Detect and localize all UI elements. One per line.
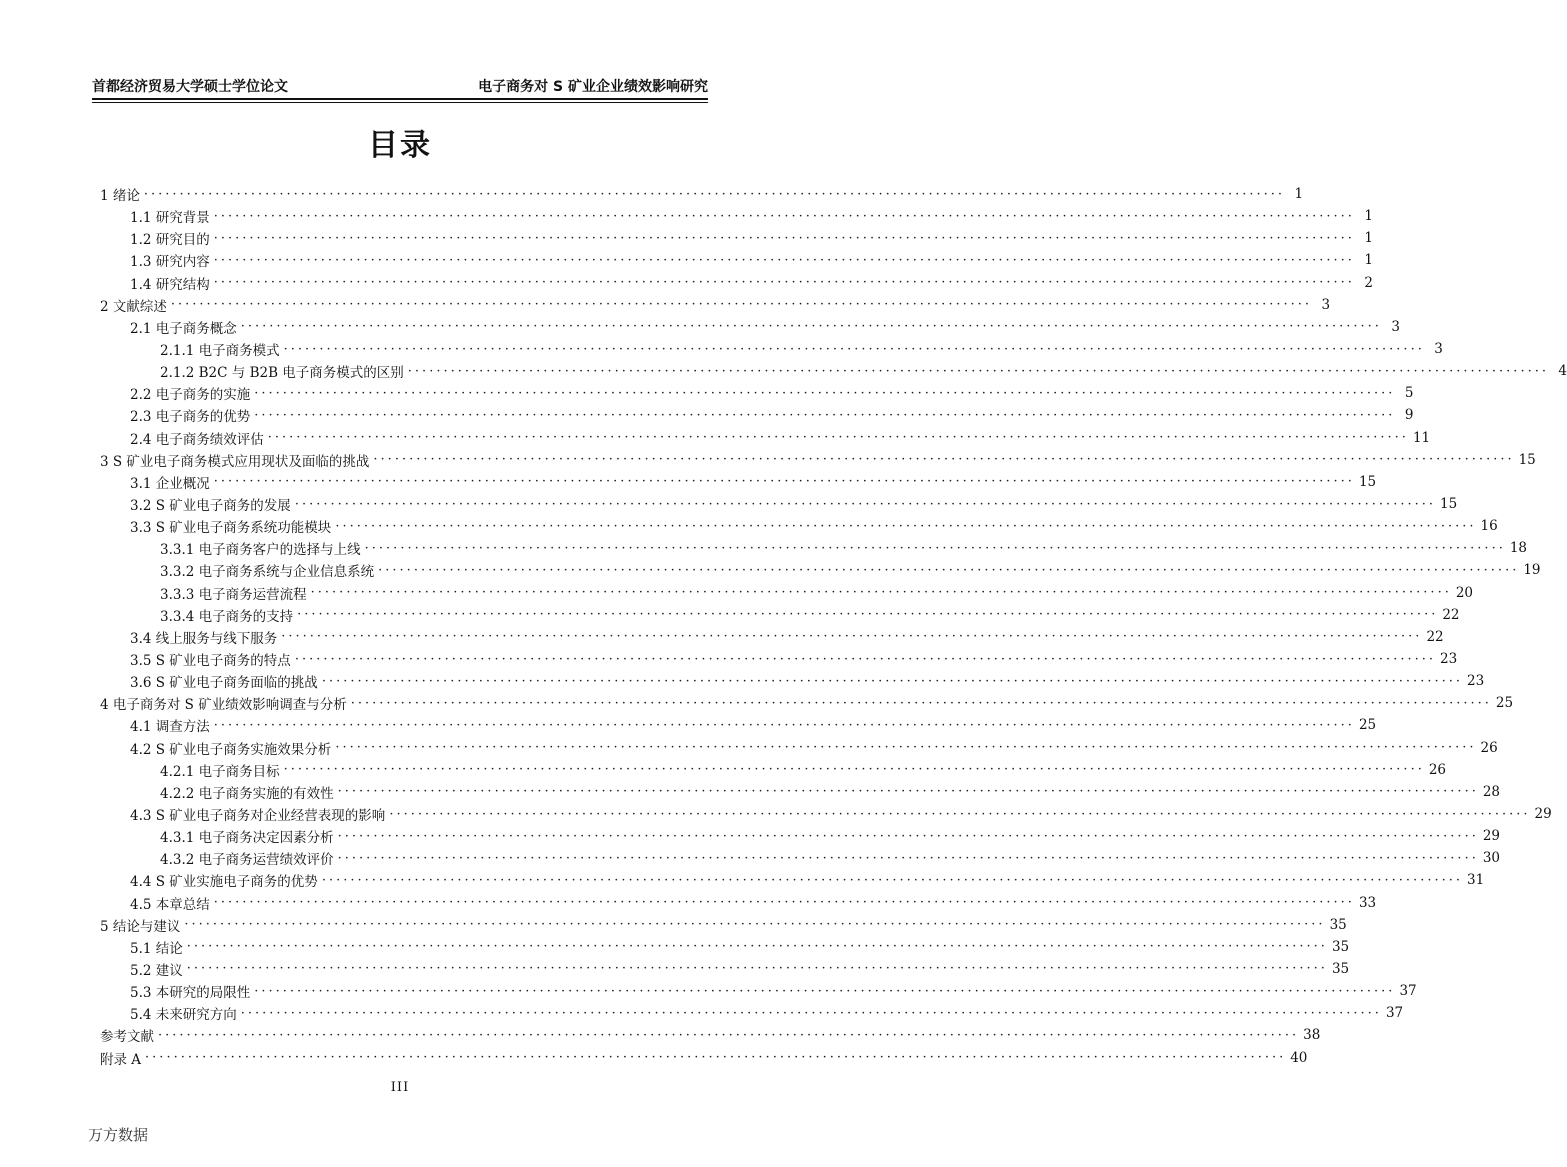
toc-entry-page: 1	[1364, 208, 1373, 225]
toc-entry[interactable]	[100, 781, 1501, 803]
dot-leader: ································································································································································	[321, 872, 1463, 888]
toc-entry[interactable]	[100, 382, 1414, 404]
toc-entry-label: 4.3.1 电子商务决定因素分析	[160, 830, 334, 847]
toc-entry-page: 4	[1558, 363, 1567, 380]
dot-leader: ································································································································································	[254, 385, 1396, 401]
dot-leader: ································································································································································	[283, 762, 1425, 778]
toc-entry-label: 5.2 建议	[130, 962, 183, 979]
toc-entry-label: 3.4 线上服务与线下服务	[130, 630, 278, 647]
dot-leader: ································································································································································	[267, 430, 1409, 446]
dot-leader: ································································································································································	[213, 230, 1355, 246]
toc-entry[interactable]	[100, 980, 1417, 1002]
toc-entry-label: 3.3.1 电子商务客户的选择与上线	[160, 542, 361, 559]
toc-entry[interactable]	[100, 914, 1347, 936]
toc-entry-label: 2.2 电子商务的实施	[130, 387, 251, 404]
toc-entry-page: 20	[1455, 584, 1474, 601]
toc-entry-label: 4.4 S 矿业实施电子商务的优势	[130, 874, 318, 891]
toc-entry-label: 2 文献综述	[100, 298, 167, 315]
dot-leader: ································································································································································	[389, 806, 1531, 822]
toc-entry-page: 5	[1404, 385, 1414, 402]
toc-entry[interactable]	[100, 205, 1373, 227]
dot-leader: ································································································································································	[213, 252, 1355, 268]
toc-entry-page: 22	[1426, 628, 1444, 645]
toc-entry-page: 26	[1428, 761, 1447, 778]
toc-entry-page: 23	[1439, 651, 1458, 668]
toc-entry-label: 5.1 结论	[130, 940, 183, 957]
toc-entry-page: 28	[1482, 783, 1501, 800]
dot-leader: ································································································································································	[321, 673, 1463, 689]
toc-entry[interactable]	[100, 1024, 1321, 1046]
toc-entry-page: 35	[1331, 960, 1350, 977]
toc-entry[interactable]	[100, 803, 1552, 825]
toc-entry-page: 15	[1358, 473, 1377, 490]
toc-entry-page: 1	[1364, 252, 1373, 269]
toc-entry[interactable]	[100, 249, 1373, 271]
toc-entry[interactable]	[100, 825, 1501, 847]
toc-entry-label: 4 电子商务对 S 矿业绩效影响调查与分析	[100, 697, 347, 714]
dot-leader: ································································································································································	[310, 585, 1452, 601]
toc-entry-label: 3.5 S 矿业电子商务的特点	[130, 653, 291, 670]
dot-leader: ································································································································································	[213, 717, 1355, 733]
dot-leader: ································································································································································	[213, 895, 1355, 911]
toc-entry[interactable]	[100, 449, 1536, 471]
toc-entry-page: 25	[1358, 717, 1377, 734]
dot-leader: ································································································································································	[170, 297, 1313, 313]
dot-leader: ································································································································································	[158, 1027, 1300, 1043]
dot-leader: ································································································································································	[213, 474, 1355, 490]
toc-entry-page: 15	[1518, 451, 1536, 468]
dot-leader: ································································································································································	[337, 784, 1479, 800]
toc-entry-label: 4.5 本章总结	[130, 896, 210, 913]
toc-entry[interactable]	[100, 648, 1458, 670]
dot-leader: ································································································································································	[213, 275, 1355, 291]
toc-entry-label: 1.3 研究内容	[130, 254, 210, 271]
toc-entry[interactable]	[100, 272, 1373, 294]
dot-leader: ································································································································································	[407, 363, 1549, 379]
toc-entry[interactable]	[100, 759, 1447, 781]
toc-entry[interactable]	[100, 714, 1377, 736]
toc-entry-label: 3.3.4 电子商务的支持	[160, 608, 294, 625]
toc-entry-label: 1.1 研究背景	[130, 210, 210, 227]
toc-entry-page: 19	[1523, 562, 1541, 579]
dot-leader: ································································································································································	[213, 208, 1355, 224]
dot-leader: ································································································································································	[335, 518, 1477, 534]
toc-entry-page: 3	[1391, 318, 1400, 335]
toc-entry-page: 1	[1294, 186, 1304, 203]
toc-entry-label: 2.1.1 电子商务模式	[160, 343, 280, 360]
toc-entry-label: 3.2 S 矿业电子商务的发展	[130, 498, 291, 515]
toc-entry-label: 3.3.3 电子商务运营流程	[160, 586, 307, 603]
toc-entry-label: 2.1.2 B2C 与 B2B 电子商务模式的区别	[160, 365, 404, 382]
toc-entry-page: 35	[1329, 916, 1347, 933]
toc-entry-page: 22	[1442, 606, 1460, 623]
toc-entry[interactable]	[100, 493, 1458, 515]
toc-entry[interactable]	[100, 869, 1485, 891]
toc-entry-label: 4.3 S 矿业电子商务对企业经营表现的影响	[130, 808, 386, 824]
toc-entry-label: 4.2.1 电子商务目标	[160, 763, 280, 780]
toc-entry-label: 4.1 调查方法	[130, 719, 210, 736]
dot-leader: ································································································································································	[350, 695, 1492, 711]
header-rule-thin	[92, 102, 708, 103]
dot-leader: ································································································································································	[378, 562, 1520, 578]
page-number: III	[390, 1080, 410, 1095]
toc-entry[interactable]	[100, 1046, 1308, 1068]
header-rule	[92, 98, 708, 100]
toc-entry-label: 3.6 S 矿业电子商务面临的挑战	[130, 675, 318, 692]
dot-leader: ································································································································································	[240, 1005, 1382, 1021]
toc-entry-page: 38	[1303, 1027, 1321, 1044]
toc-entry[interactable]	[100, 958, 1350, 980]
dot-leader: ································································································································································	[184, 917, 1326, 933]
toc-entry-page: 33	[1358, 894, 1377, 911]
toc-entry-page: 31	[1466, 872, 1485, 889]
dot-leader: ································································································································································	[297, 607, 1439, 623]
toc-entry-page: 11	[1412, 429, 1431, 446]
toc-entry-page: 40	[1290, 1049, 1308, 1066]
toc-entry-label: 2.4 电子商务绩效评估	[130, 431, 264, 448]
toc-entry[interactable]	[100, 692, 1514, 714]
toc-entry-page: 29	[1482, 828, 1501, 845]
toc-entry[interactable]	[100, 427, 1431, 449]
toc-entry[interactable]	[100, 471, 1377, 493]
toc-entry-label: 4.2 S 矿业电子商务实施效果分析	[130, 741, 332, 758]
toc-entry-page: 3	[1434, 341, 1443, 358]
table-of-contents	[100, 183, 1567, 1069]
toc-entry-label: 5.4 未来研究方向	[130, 1007, 237, 1024]
dot-leader: ································································································································································	[186, 939, 1328, 955]
watermark: 万方数据	[88, 1126, 149, 1144]
toc-title: 目录	[368, 128, 432, 163]
toc-entry-label: 1.2 研究目的	[130, 232, 210, 249]
header-left-title: 首都经济贸易大学硕士学位论文	[92, 79, 288, 95]
dot-leader: ································································································································································	[143, 186, 1286, 202]
toc-entry[interactable]	[100, 515, 1498, 537]
toc-entry[interactable]	[100, 670, 1485, 692]
dot-leader: ································································································································································	[337, 828, 1479, 844]
toc-entry-label: 2.1 电子商务概念	[130, 320, 237, 337]
toc-entry[interactable]	[100, 404, 1414, 426]
toc-entry[interactable]	[100, 338, 1443, 360]
toc-entry-page: 3	[1321, 296, 1331, 313]
toc-entry-label: 3.3 S 矿业电子商务系统功能模块	[130, 520, 332, 537]
toc-entry[interactable]	[100, 559, 1541, 581]
dot-leader: ································································································································································	[283, 341, 1425, 357]
toc-entry[interactable]	[100, 537, 1528, 559]
toc-entry-label: 4.3.2 电子商务运营绩效评价	[160, 852, 334, 869]
dot-leader: ································································································································································	[337, 850, 1479, 866]
toc-entry-page: 37	[1385, 1005, 1404, 1022]
dot-leader: ································································································································································	[335, 740, 1477, 756]
toc-entry-label: 3.3.2 电子商务系统与企业信息系统	[160, 564, 375, 581]
toc-entry[interactable]	[100, 316, 1400, 338]
dot-leader: ································································································································································	[254, 407, 1396, 423]
header-right-title: 电子商务对 S 矿业企业绩效影响研究	[478, 79, 708, 95]
dot-leader: ································································································································································	[281, 629, 1423, 645]
dot-leader: ································································································································································	[294, 496, 1436, 512]
dot-leader: ································································································································································	[240, 319, 1382, 335]
toc-entry[interactable]	[100, 604, 1460, 626]
toc-entry[interactable]	[100, 737, 1498, 759]
toc-entry-label: 3.1 企业概况	[130, 475, 210, 492]
dot-leader: ································································································································································	[373, 452, 1515, 468]
toc-entry-page: 1	[1364, 230, 1373, 247]
toc-entry[interactable]	[100, 294, 1331, 316]
toc-entry-page: 16	[1480, 518, 1498, 535]
toc-entry-page: 37	[1399, 983, 1417, 1000]
toc-entry-label: 3 S 矿业电子商务模式应用现状及面临的挑战	[100, 453, 370, 470]
toc-entry-page: 26	[1480, 739, 1498, 756]
toc-entry[interactable]	[100, 936, 1350, 958]
toc-entry-label: 5.3 本研究的局限性	[130, 985, 251, 1002]
toc-entry-page: 23	[1466, 673, 1485, 690]
toc-entry-label: 1 绪论	[100, 188, 140, 205]
toc-entry[interactable]	[100, 847, 1501, 869]
toc-entry-page: 15	[1439, 496, 1458, 513]
toc-entry[interactable]	[100, 227, 1373, 249]
toc-entry-label: 4.2.2 电子商务实施的有效性	[160, 785, 334, 802]
toc-entry-label: 附录 A	[100, 1051, 142, 1068]
toc-entry-label: 2.3 电子商务的优势	[130, 409, 251, 426]
toc-entry-label: 1.4 研究结构	[130, 276, 210, 293]
toc-entry[interactable]	[100, 892, 1377, 914]
toc-entry[interactable]	[100, 626, 1444, 648]
dot-leader: ································································································································································	[254, 983, 1396, 999]
dot-leader: ································································································································································	[294, 651, 1436, 667]
toc-entry[interactable]	[100, 1002, 1404, 1024]
toc-entry[interactable]	[100, 582, 1474, 604]
toc-entry-page: 9	[1404, 407, 1414, 424]
toc-entry-page: 30	[1482, 850, 1501, 867]
dot-leader: ································································································································································	[364, 540, 1506, 556]
toc-entry-page: 2	[1364, 274, 1373, 291]
toc-entry[interactable]	[100, 183, 1304, 205]
toc-entry-page: 25	[1495, 695, 1514, 712]
page-header	[92, 72, 708, 96]
toc-entry-page: 18	[1509, 540, 1528, 557]
dot-leader: ································································································································································	[186, 961, 1328, 977]
dot-leader: ································································································································································	[145, 1050, 1287, 1066]
toc-entry[interactable]	[100, 360, 1567, 382]
toc-entry-page: 29	[1534, 806, 1552, 822]
toc-entry-label: 5 结论与建议	[100, 918, 181, 935]
toc-entry-page: 35	[1331, 938, 1350, 955]
toc-entry-label: 参考文献	[100, 1029, 154, 1046]
